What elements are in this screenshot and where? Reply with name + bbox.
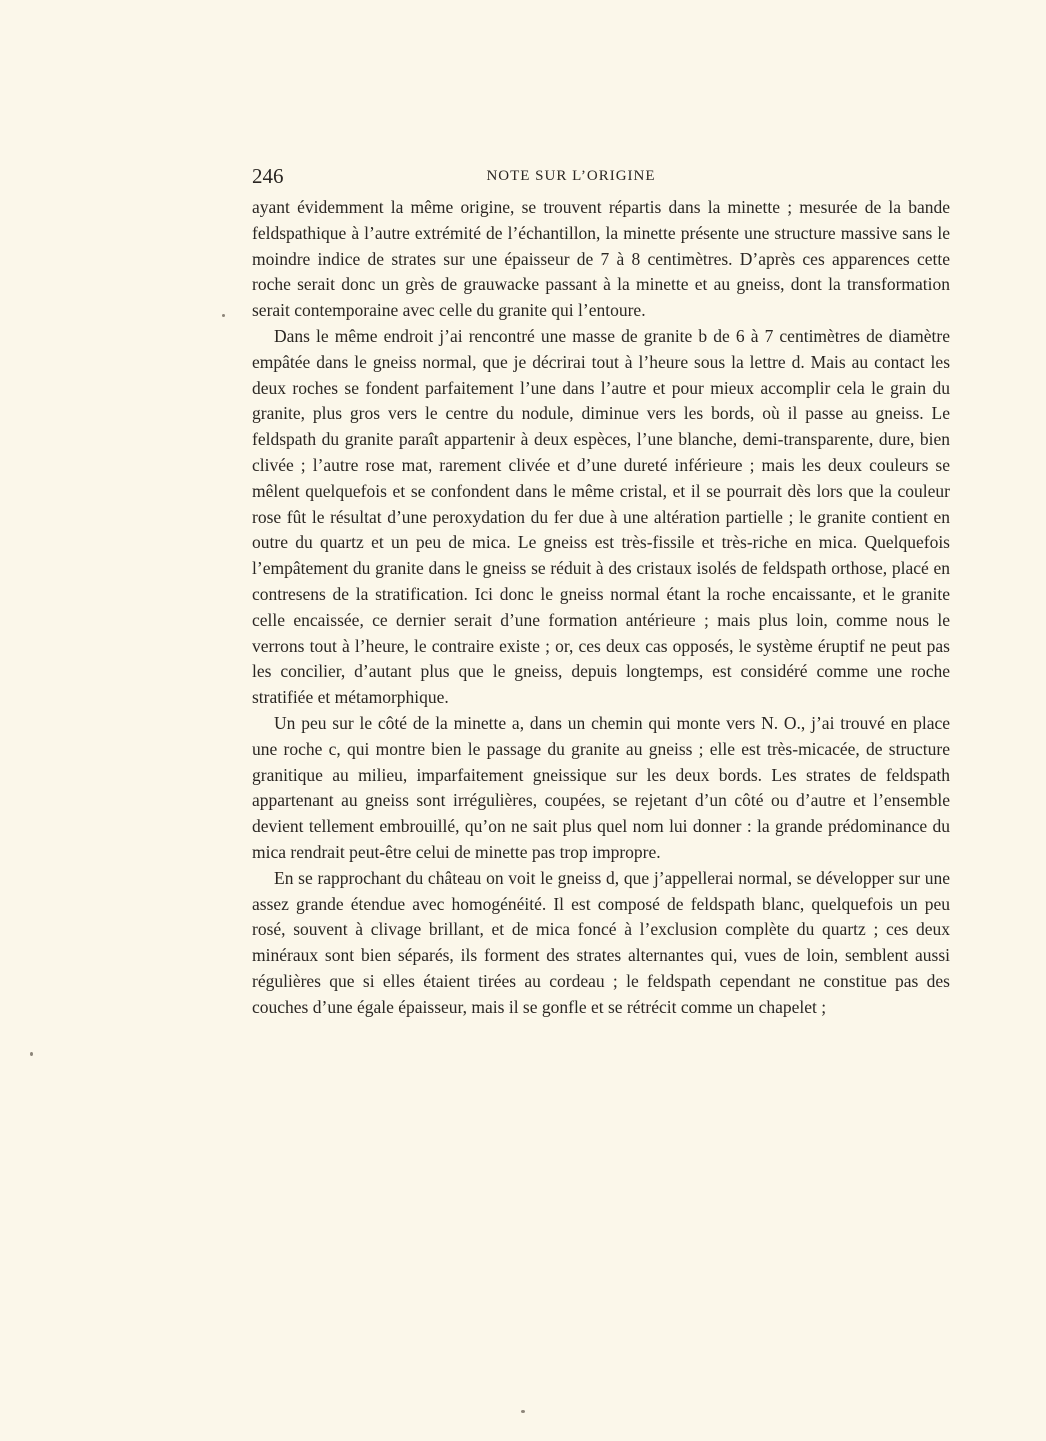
body-text: [252, 195, 950, 1021]
running-head: [252, 164, 950, 188]
paragraph-roche-c: Un peu sur le côté de la minette a, dans un chemin qui monte vers N. O., j’ai trouvé en place une roche c, qui montre bien le passage du granite au gneiss ; elle est très-micacée, de structure granitique au milieu, imparfaitement gneissique sur les deux bords. Les strates de feldspath appartenant au gneiss sont irrégulières, coupées, se rejetant d’un côté ou d’autre et l’ensemble devient tellement embrouillé, qu’on ne sait plus quel nom lui donner : la grande prédominance du mica rendrait peut-être celui de minette pas trop impropre.: [252, 712, 950, 862]
paper-speck: [521, 1410, 525, 1413]
paragraph-continued: ayant évidemment la même origine, se trouvent répartis dans la minette ; mesurée de la bande feldspathique à l’autre extrémité de l’échantillon, la minette présente une structure massive sans le moindre indice de strates sur une épaisseur de 7 à 8 centimètres. D’après ces apparences cette roche serait donc un grès de grauwacke passant à la minette et au gneiss, dont la transformation serait contemporaine avec celle du granite qui l’entoure.: [252, 197, 950, 321]
paragraph-granite-b: Dans le même endroit j’ai rencontré une masse de granite b de 6 à 7 centimètres de diamètre empâtée dans le gneiss normal, que je décrirai tout à l’heure sous la lettre d. Mais au contact les deux roches se fondent parfaitement l’une dans l’autre et pour mieux accomplir cela le grain du granite, plus gros vers le centre du nodule, diminue vers les bords, où il passe au gneiss. Le feldspath du granite paraît appartenir à deux espèces, l’une blanche, demi-transparente, dure, bien clivée ; l’autre rose mat, rarement clivée et d’une dureté inférieure ; mais les deux couleurs se mêlent quelquefois et se confondent dans le même cristal, et il se pourrait dès lors que la couleur rose fût le résultat d’une peroxydation du fer due à une altération partielle ; le granite contient en outre du quartz et un peu de mica. Le gneiss est très-fissile et très-riche en mica. Quelquefois l’empâtement du granite dans le gneiss se réduit à des cristaux isolés de feldspath orthose, placé en contresens de la stratification. Ici donc le gneiss normal étant la roche encaissante, et le granite celle encaissée, ce dernier serait d’une formation antérieure ; mais plus loin, comme nous le verrons tout à l’heure, le contraire existe ; or, ces deux cas opposés, le système éruptif ne peut pas les concilier, d’autant plus que le gneiss, depuis longtemps, est considéré comme une roche stratifiée et métamorphique.: [252, 325, 950, 708]
paper-speck: [222, 314, 225, 317]
paragraph-gneiss-d: En se rapprochant du château on voit le gneiss d, que j’appellerai normal, se développer sur une assez grande étendue avec homogénéité. Il est composé de feldspath blanc, quelquefois un peu rosé, souvent à clivage brillant, et de mica foncé à l’exclusion complète du quartz ; ces deux minéraux sont bien séparés, ils forment des strates alternantes qui, vues de loin, semblent aussi régulières que si elles étaient tirées au cordeau ; le feldspath cependant ne constitue pas des couches d’une égale épaisseur, mais il se gonfle et se rétrécit comme un chapelet ;: [252, 867, 950, 1017]
paper-speck: [30, 1052, 33, 1056]
page-number: 246: [252, 164, 284, 188]
running-title: NOTE SUR L’ORIGINE: [486, 168, 656, 184]
